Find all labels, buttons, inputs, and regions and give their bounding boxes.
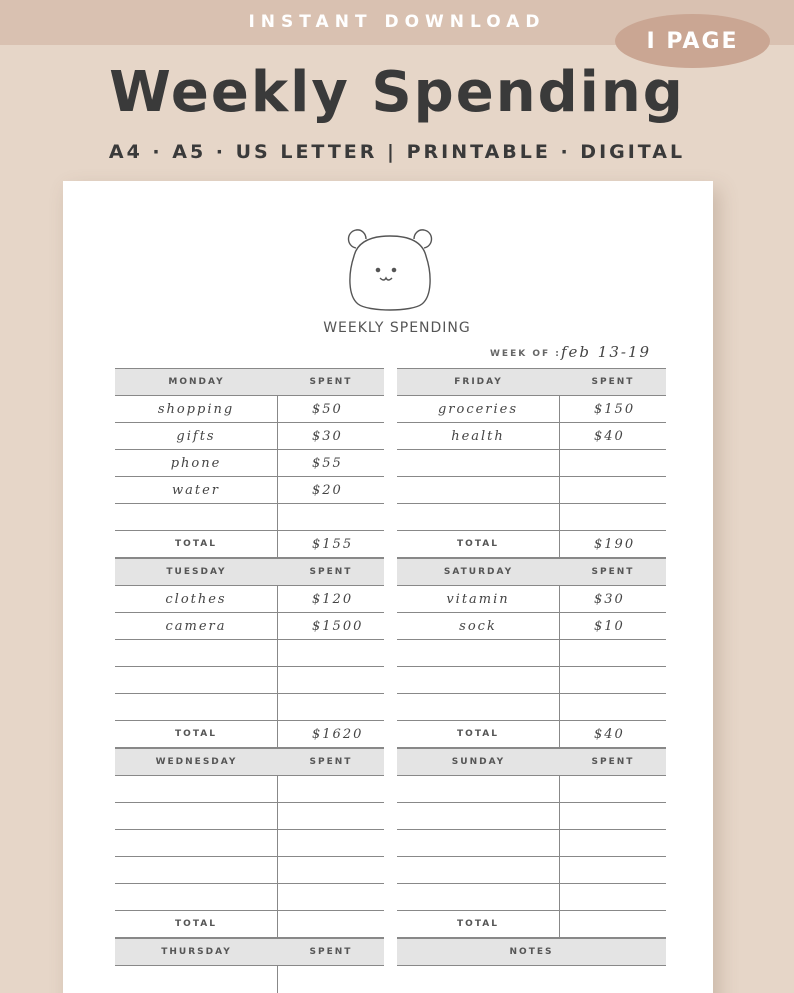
table-header: [115, 749, 384, 776]
table-row: [115, 694, 384, 721]
page-count-badge: I PAGE: [615, 14, 770, 68]
notes-section: [397, 938, 666, 966]
table-row: [115, 884, 384, 911]
item-amount: $50: [312, 401, 343, 417]
notes-label: NOTES: [509, 947, 554, 957]
total-label: TOTAL: [457, 539, 499, 549]
spent-header: SPENT: [309, 947, 353, 957]
day-table-thursday: [115, 938, 384, 993]
total-label: TOTAL: [175, 919, 217, 929]
total-row: [115, 721, 384, 748]
total-amount: $155: [312, 536, 354, 552]
formats-line: A4 · A5 · US LETTER | PRINTABLE · DIGITAL: [108, 141, 686, 163]
week-of-value: feb 13-19: [561, 343, 652, 361]
item-name: sock: [459, 618, 497, 634]
sheet-title: WEEKLY SPENDING: [323, 320, 471, 336]
table-row: [397, 884, 666, 911]
table-row: [115, 396, 384, 423]
day-name: MONDAY: [168, 377, 225, 387]
table-header: [397, 369, 666, 396]
item-name: vitamin: [446, 591, 510, 607]
spent-header: SPENT: [591, 567, 635, 577]
total-row: [115, 911, 384, 938]
item-amount: $20: [312, 482, 343, 498]
day-name: SATURDAY: [443, 567, 514, 577]
table-header: [115, 939, 384, 966]
item-name: clothes: [165, 591, 227, 607]
table-row: [397, 396, 666, 423]
item-amount: $40: [594, 428, 625, 444]
spent-header: SPENT: [309, 567, 353, 577]
table-row: [115, 803, 384, 830]
table-row: [115, 586, 384, 613]
notes-header: [397, 939, 666, 966]
week-of-label: WEEK OF :: [490, 349, 561, 359]
total-amount: $40: [594, 726, 625, 742]
item-name: phone: [170, 455, 222, 471]
item-name: water: [171, 482, 220, 498]
item-amount: $120: [312, 591, 354, 607]
table-header: [397, 749, 666, 776]
item-name: gifts: [176, 428, 216, 444]
table-row: [115, 776, 384, 803]
item-name: health: [451, 428, 505, 444]
day-table-friday: [397, 368, 666, 558]
item-amount: $1500: [312, 618, 364, 634]
table-row: [115, 640, 384, 667]
total-label: TOTAL: [457, 919, 499, 929]
table-row: [397, 667, 666, 694]
item-name: groceries: [437, 401, 519, 417]
table-row: [397, 450, 666, 477]
total-label: TOTAL: [175, 539, 217, 549]
table-row: [397, 423, 666, 450]
table-row: [397, 776, 666, 803]
day-table-sunday: [397, 748, 666, 938]
table-row: [397, 830, 666, 857]
table-row: [397, 857, 666, 884]
table-row: [397, 504, 666, 531]
item-name: camera: [165, 618, 227, 634]
day-name: SUNDAY: [451, 757, 506, 767]
item-name: shopping: [157, 401, 235, 417]
table-header: [115, 369, 384, 396]
day-name: WEDNESDAY: [155, 757, 238, 767]
item-amount: $30: [594, 591, 625, 607]
day-table-monday: [115, 368, 384, 558]
day-table-tuesday: [115, 558, 384, 748]
table-row: [115, 966, 384, 993]
table-row: [397, 477, 666, 504]
spent-header: SPENT: [309, 757, 353, 767]
total-row: [397, 531, 666, 558]
day-name: THURSDAY: [161, 947, 232, 957]
day-table-wednesday: [115, 748, 384, 938]
bear-icon: [342, 226, 438, 316]
table-row: [115, 450, 384, 477]
table-row: [115, 667, 384, 694]
table-header: [397, 559, 666, 586]
total-label: TOTAL: [457, 729, 499, 739]
table-header: [115, 559, 384, 586]
item-amount: $10: [594, 618, 625, 634]
day-name: FRIDAY: [454, 377, 503, 387]
product-title: Weekly Spending: [109, 60, 685, 125]
total-row: [397, 911, 666, 938]
day-table-saturday: [397, 558, 666, 748]
table-row: [397, 640, 666, 667]
total-label: TOTAL: [175, 729, 217, 739]
spent-header: SPENT: [591, 377, 635, 387]
table-row: [115, 830, 384, 857]
total-amount: $1620: [312, 726, 364, 742]
day-name: TUESDAY: [166, 567, 227, 577]
table-row: [115, 423, 384, 450]
instant-download-label: INSTANT DOWNLOAD: [248, 12, 546, 32]
item-amount: $150: [594, 401, 636, 417]
table-row: [115, 613, 384, 640]
item-amount: $30: [312, 428, 343, 444]
item-amount: $55: [312, 455, 343, 471]
total-amount: $190: [594, 536, 636, 552]
total-row: [115, 531, 384, 558]
table-row: [397, 613, 666, 640]
spent-header: SPENT: [591, 757, 635, 767]
table-row: [397, 694, 666, 721]
spent-header: SPENT: [309, 377, 353, 387]
total-row: [397, 721, 666, 748]
table-row: [115, 857, 384, 884]
table-row: [397, 803, 666, 830]
table-row: [115, 504, 384, 531]
table-row: [115, 477, 384, 504]
table-row: [397, 586, 666, 613]
